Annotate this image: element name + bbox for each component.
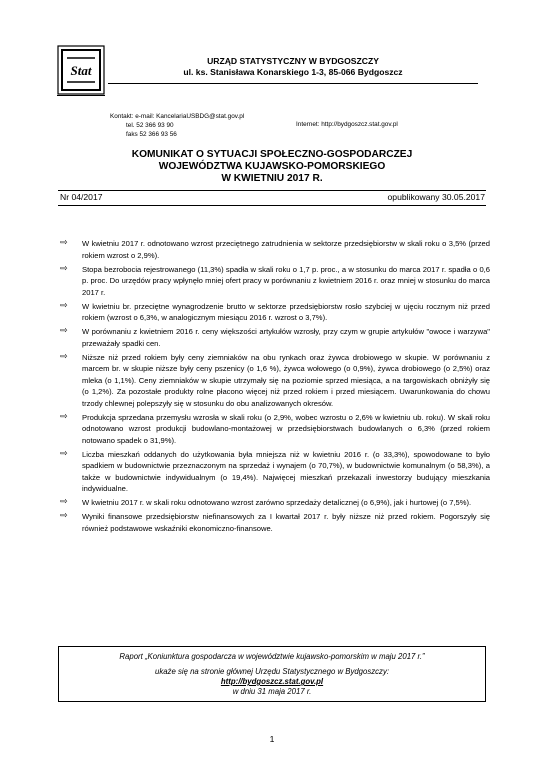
title-line-3: W KWIETNIU 2017 R. [221, 173, 323, 184]
right-double-arrow-icon: ⇨ [60, 448, 68, 459]
title-line-2: WOJEWÓDZTWA KUJAWSKO-POMORSKIEGO [158, 161, 386, 172]
logo [57, 45, 105, 95]
right-double-arrow-icon: ⇨ [60, 238, 68, 248]
right-double-arrow-icon: ⇨ [60, 497, 68, 507]
issue-number: Nr 04/2017 [60, 192, 103, 202]
report-link[interactable]: http://bydgoszcz.stat.gov.pl [220, 677, 324, 686]
report-info: ukaże się na stronie głównej Urzędu Statystycznego w Bydgoszczy: [154, 667, 390, 676]
list-item: ⇨ W kwietniu br. przeciętne wynagrodzenie brutto w sektorze przedsiębiorstw rosło szybciej w ujęciu rocznym niż przed rokiem (wzrost o 6,3%, w analogicznym miesiącu 2016 r. wzrost o 3,7%). [60, 300, 490, 322]
svg-text:Stat: Stat [70, 63, 92, 78]
office-address: ul. ks. Stanisława Konarskiego 1-3, 85-066 Bydgoszcz [183, 67, 403, 77]
title-line-1: KOMUNIKAT O SYTUACJI SPOŁECZNO-GOSPODARCZEJ [131, 149, 413, 160]
right-double-arrow-icon: ⇨ [60, 351, 68, 362]
contact-phone: tel. 52 366 93 90 [126, 122, 174, 129]
page-number: 1 [269, 734, 275, 744]
document-title [60, 149, 484, 185]
list-item: ⇨ W kwietniu 2017 r. odnotowano wzrost przeciętnego zatrudnienia w sektorze przedsiębiorstw w skali roku o 3,5% (przed rokiem wzrost o 2,9%). [60, 238, 490, 260]
summary-list [58, 238, 490, 537]
report-date: w dniu 31 maja 2017 r. [232, 687, 312, 696]
list-item: ⇨ Wyniki finansowe przedsiębiorstw niefinansowych za I kwartał 2017 r. były niższe niż przed rokiem. Pogorszyły się również podstawowe wskaźniki ekonomiczno-finansowe. [60, 511, 490, 533]
contact-fax: faks 52 366 93 56 [126, 131, 177, 138]
logo-divider [57, 95, 105, 96]
publication-date: opublikowany 30.05.2017 [387, 192, 485, 202]
list-item: ⇨ W kwietniu 2017 r. w skali roku odnotowano wzrost zarówno sprzedaży detalicznej (o 6,9%), jak i hurtowej (o 7,5%). [60, 497, 472, 507]
list-item: ⇨ Stopa bezrobocia rejestrowanego (11,3%) spadła w skali roku o 1,7 p. proc., a w stosunku do marca 2017 r. spadła o 0,6 p. proc. Do urzędów pracy wpłynęło mniej ofert pracy w porównaniu z kwietniem 2016 r. oraz mniej w stosunku do marca 2017 r. [60, 263, 490, 297]
contact-website[interactable]: Internet: http://bydgoszcz.stat.gov.pl [296, 121, 398, 128]
right-double-arrow-icon: ⇨ [60, 411, 68, 422]
report-title: Raport „Koniunktura gospodarcza w województwie kujawsko-pomorskim w maju 2017 r.” [119, 652, 425, 661]
list-item: ⇨ W porównaniu z kwietniem 2016 r. ceny większości artykułów wzrosły, przy czym w grupie artykułów "owoce i warzywa" przeważały spadki cen. [60, 326, 490, 348]
contact-email[interactable]: Kontakt: e-mail: KancelariaUSBDG@stat.gov.pl [110, 113, 245, 120]
right-double-arrow-icon: ⇨ [60, 326, 68, 336]
stat-logo-icon [57, 45, 105, 95]
list-item: ⇨ Liczba mieszkań oddanych do użytkowania była mniejsza niż w kwietniu 2016 r. (o 33,3%), spowodowane to było spadkiem w budownictwie przeznaczonym na sprzedaż i wynajem (o 70,7%), w budownictwie komunalnym (o 58,3%), a także w budownictwie indywidualnym (o 19,4%). Najwięcej mieszkań przekazali inwestorzy budujący mieszkania indywidualne. [60, 448, 490, 493]
right-double-arrow-icon: ⇨ [60, 511, 68, 521]
header-divider [108, 83, 478, 84]
right-double-arrow-icon: ⇨ [60, 263, 68, 274]
list-item: ⇨ Produkcja sprzedana przemysłu wzrosła w skali roku (o 2,9%, wobec wzrostu o 2,6% w kwietniu ub. roku). W skali roku odnotowano wzrost produkcji budowlano-montażowej w przedsiębiorstwach budowlanych o 6,3% (przed rokiem notowano spadek o 31,9%). [60, 411, 490, 445]
right-double-arrow-icon: ⇨ [60, 300, 68, 311]
office-name: URZĄD STATYSTYCZNY W BYDGOSZCZY [207, 56, 379, 66]
list-item: ⇨ Niższe niż przed rokiem były ceny ziemniaków na obu rynkach oraz żywca drobiowego w skupie. W porównaniu z marcem br. w skupie niższe były ceny pszenicy (o 1,6 %), żywca wołowego (o 0,9%), żywca drobiowego (o 2,5%) oraz mleka (o 1,1%). Ceny ziemniaków w skupie utrzymały się na poziomie sprzed miesiąca, a na targowiskach obniżyły się (o 1,2%). Za pozostałe produkty rolne płacono więcej niż przed rokiem i przed miesiącem. Uwarunkowania do chowu trzody chlewnej polepszyły się w stosunku do obu analizowanych okresów. [60, 351, 490, 408]
